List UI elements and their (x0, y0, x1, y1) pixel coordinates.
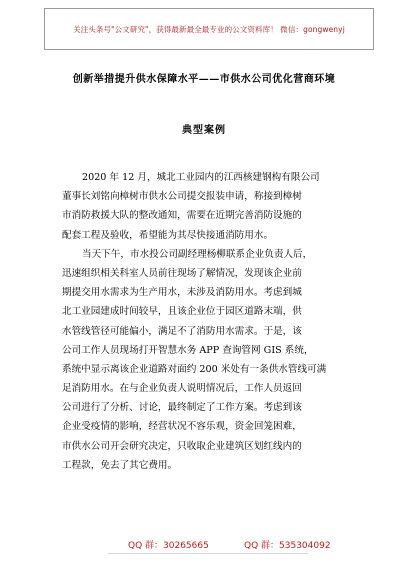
footer-divider (108, 553, 308, 554)
document-body (62, 168, 348, 475)
document-title: 创新举措提升供水保障水平——市供水公司优化营商环境 (72, 74, 336, 85)
text-line: 市消防救援大队的整改通知，需要在近期完善消防设施的 (62, 210, 302, 222)
text-line: 董事长刘铭向樟树市供水公司提交报装申请，称接到樟树 (62, 191, 302, 203)
text-line: 企业受疫情的影响，经营状况不容乐观，资金回笼困难， (62, 421, 302, 433)
promo-banner (44, 8, 374, 50)
page-footer (0, 538, 408, 552)
text-line: 北工业园建成时间较早，且该企业位于园区道路末端，供 (62, 306, 302, 318)
text-line: 迅速组织相关科室人员前往现场了解情况，发现该企业前 (62, 267, 302, 279)
text-line: 公司工作人员现场打开智慧水务 APP 查询管网 GIS 系统， (62, 344, 314, 356)
paragraph (62, 168, 348, 245)
text-line: 足消防用水。在与企业负责人说明情况后，工作人员返回 (62, 383, 302, 395)
text-line: 2020 年 12 月，城北工业园内的江西核建钢构有限公司 (82, 172, 320, 183)
text-line: 当天下午，市水投公司副经理杨柳联系企业负责人后， (82, 248, 313, 260)
section-heading: 典型案例 (182, 125, 226, 136)
promo-banner-text: 关注头条号"公文研究"，获得最新最全最专业的公文资料库！ 微信：gongwenyj (73, 24, 345, 34)
text-line: 系统中显示离该企业道路对面约 200 米处有一条供水管线可满 (62, 363, 327, 375)
text-line: 公司进行了分析、讨论，最终制定了工作方案。考虑到该 (62, 402, 302, 414)
paragraph (62, 245, 348, 475)
text-line: 期提交用水需求为生产用水，未涉及消防用水。考虑到城 (62, 287, 302, 299)
qq-group-right: QQ 群：535304092 (244, 541, 331, 551)
text-line: 工程款，免去了其它费用。 (62, 459, 178, 471)
text-line: 配套工程及验收，希望能为其尽快接通消防用水。 (62, 229, 274, 241)
qq-group-left: QQ 群：30265665 (128, 541, 209, 551)
text-line: 水管线管径可能偏小，满足不了消防用水需求。于是，该 (62, 325, 302, 337)
text-line: 市供水公司开会研究决定，只收取企业建筑区划红线内的 (62, 440, 302, 452)
